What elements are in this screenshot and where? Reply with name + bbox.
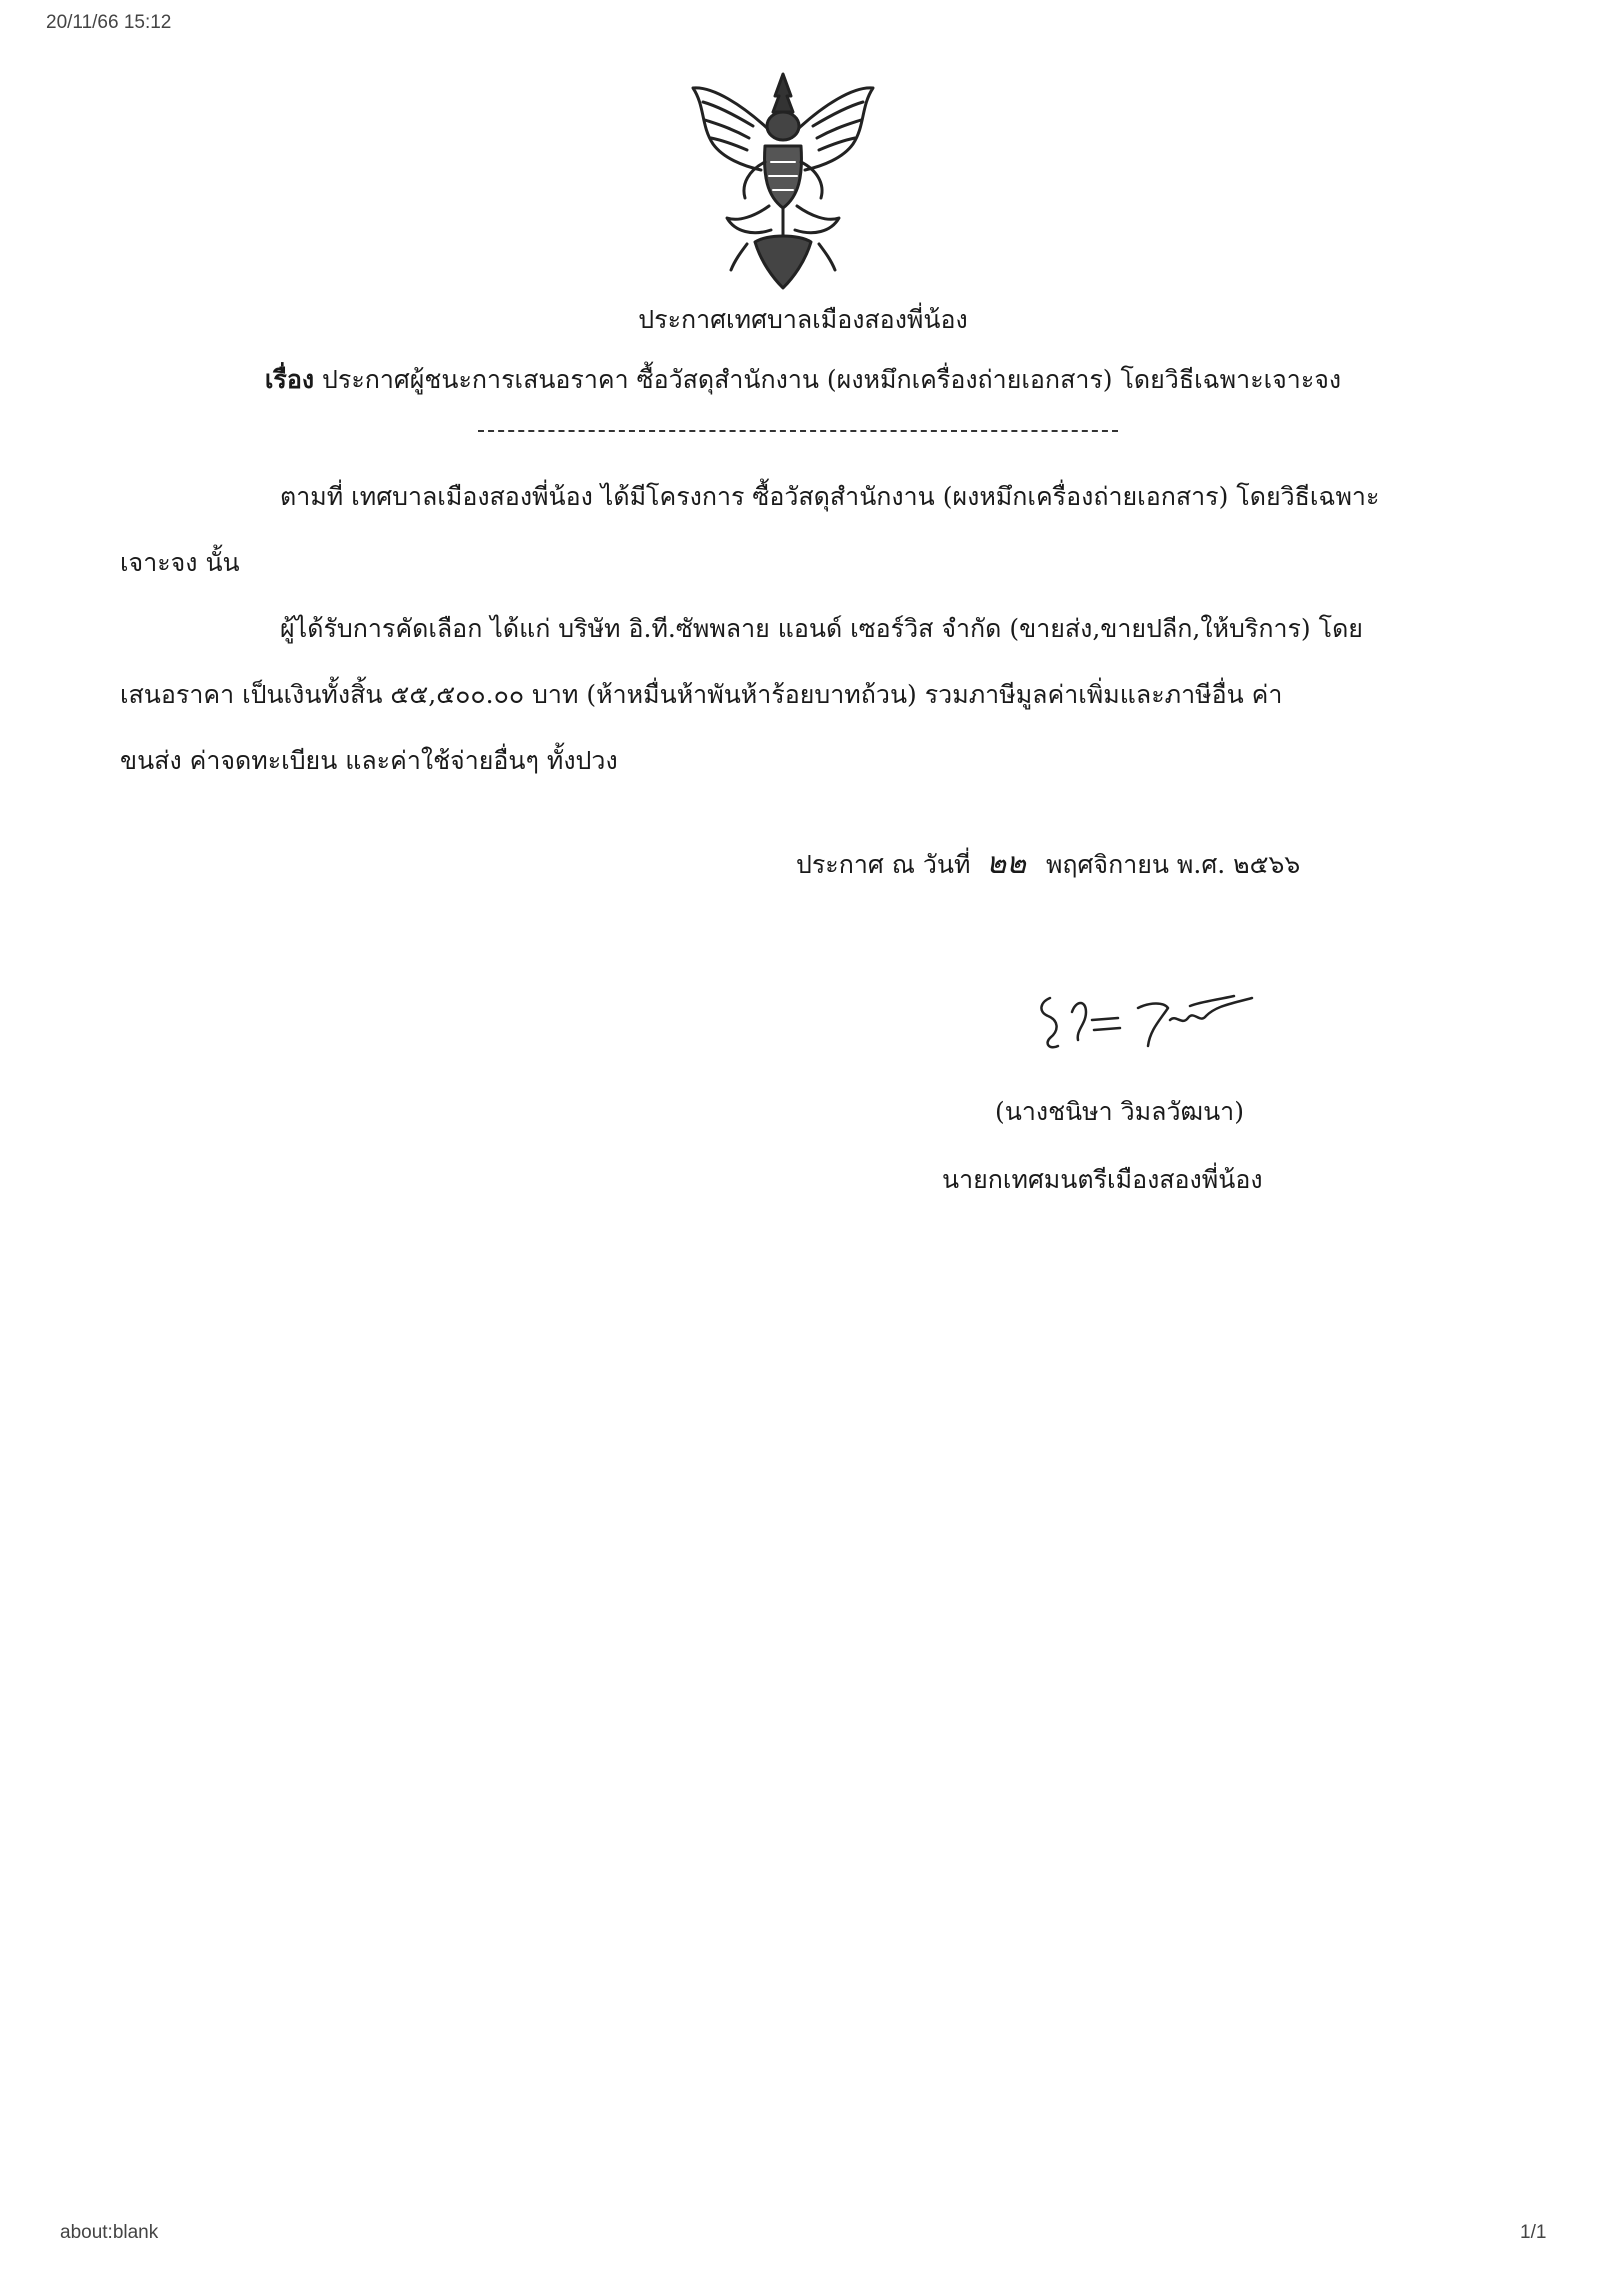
- signer-name: (นางชนิษา วิมลวัฒนา): [995, 1097, 1244, 1126]
- print-footer-url: about:blank: [60, 2222, 159, 2243]
- print-footer-page: 1/1: [1520, 2222, 1547, 2243]
- document-title: ประกาศเทศบาลเมืองสองพี่น้อง: [638, 305, 968, 334]
- announce-date-day: ๒๒: [986, 846, 1026, 881]
- print-header-datetime: 20/11/66 15:12: [46, 12, 172, 33]
- announce-date: [796, 840, 1300, 887]
- paragraph-line: ขนส่ง ค่าจดทะเบียน และค่าใช้จ่ายอื่นๆ ทั้งปวง: [120, 746, 618, 775]
- document-subject: [0, 360, 1606, 400]
- garuda-emblem-icon: [683, 66, 883, 296]
- paragraph-line: เจาะจง นั้น: [120, 548, 240, 577]
- announce-date-month-year: พฤศจิกายน พ.ศ. ๒๕๖๖: [1045, 850, 1301, 879]
- handwritten-signature-icon: [1020, 968, 1280, 1058]
- paragraph-winner: [120, 596, 1450, 794]
- paragraph-line: ผู้ได้รับการคัดเลือก ได้แก่ บริษัท อิ.ที.ซัพพลาย แอนด์ เซอร์วิส จำกัด (ขายส่ง,ขายปลีก,ให้บริการ) โดย: [280, 614, 1363, 643]
- subject-label: เรื่อง: [264, 365, 315, 394]
- paragraph-line: เสนอราคา เป็นเงินทั้งสิ้น ๕๕,๕๐๐.๐๐ บาท (ห้าหมื่นห้าพันห้าร้อยบาทถ้วน) รวมภาษีมูลค่าเพิ่มและภาษีอื่น ค่า: [120, 680, 1283, 709]
- announce-date-prefix: ประกาศ ณ วันที่: [796, 850, 971, 879]
- paragraph-project: [120, 464, 1450, 596]
- subject-text: ประกาศผู้ชนะการเสนอราคา ซื้อวัสดุสำนักงาน (ผงหมึกเครื่องถ่ายเอกสาร) โดยวิธีเฉพาะเจาะจง: [322, 365, 1342, 394]
- signer-title: นายกเทศมนตรีเมืองสองพี่น้อง: [942, 1165, 1263, 1194]
- paragraph-line: ตามที่ เทศบาลเมืองสองพี่น้อง ได้มีโครงการ ซื้อวัสดุสำนักงาน (ผงหมึกเครื่องถ่ายเอกสาร) โดยวิธีเฉพาะ: [280, 482, 1380, 511]
- title-divider: [478, 430, 1118, 432]
